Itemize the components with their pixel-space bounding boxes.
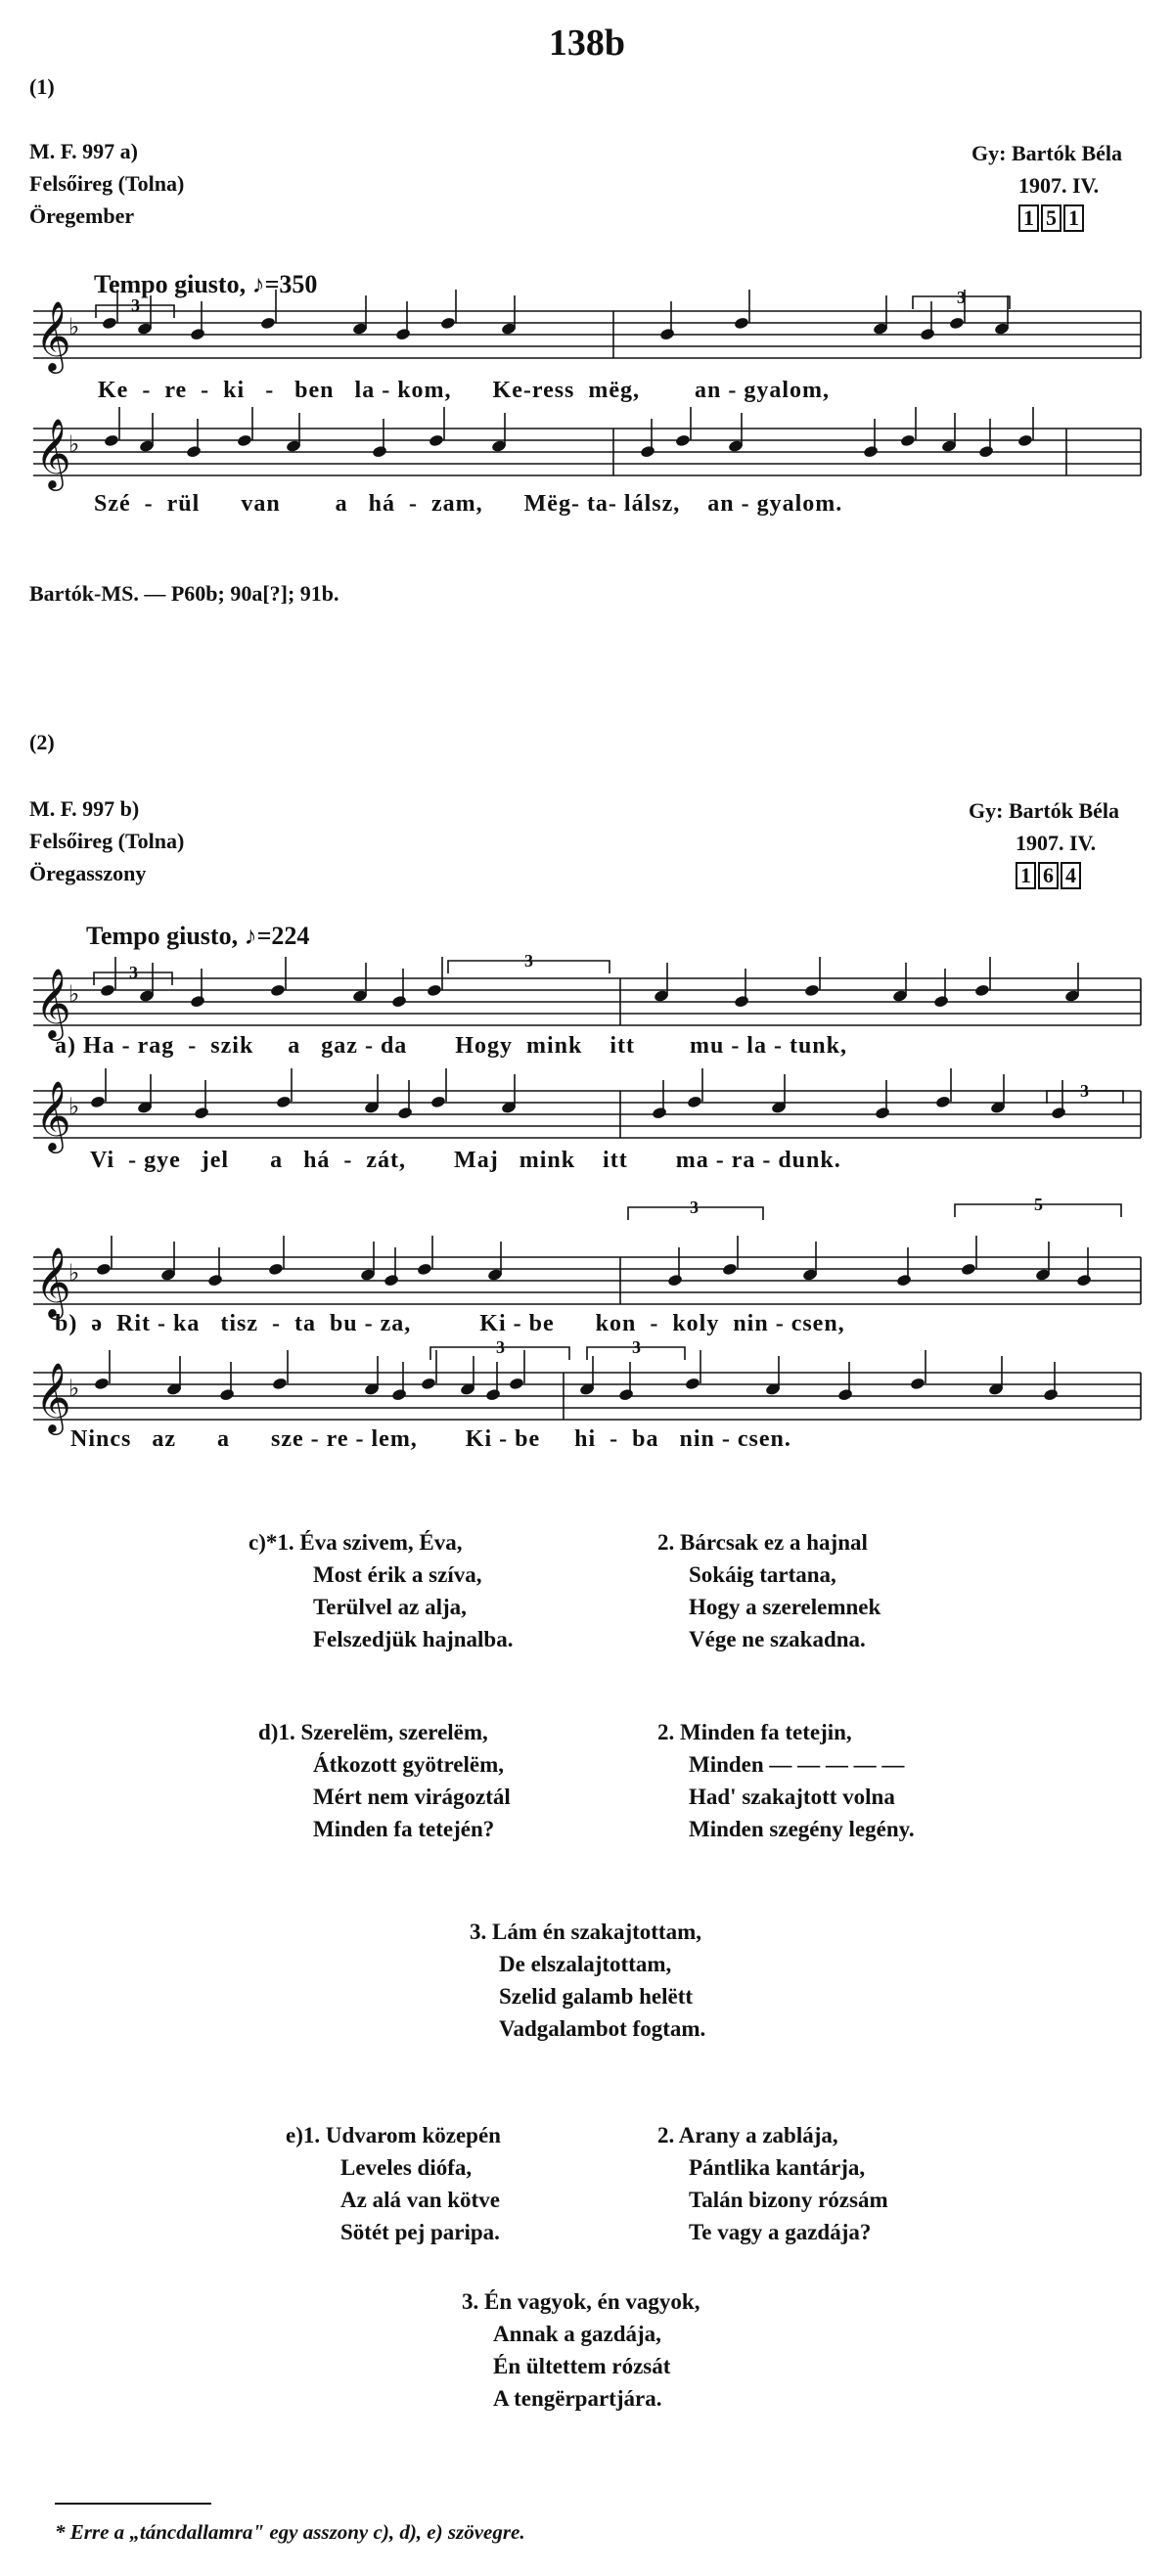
note-head xyxy=(687,1095,703,1108)
note-head xyxy=(190,995,206,1009)
note-head xyxy=(372,445,388,459)
footnote: * Erre a „táncdallamra" egy asszony c), d), e) szövegre. xyxy=(55,2520,525,2544)
catalog-box: 4 xyxy=(1061,862,1081,889)
verse-line: Talán bizony rózsám xyxy=(689,2188,888,2212)
svg-text:♭: ♭ xyxy=(68,1259,80,1287)
note-head xyxy=(961,1262,977,1276)
verse-line: d)1. Szerelëm, szerelëm, xyxy=(258,1720,488,1744)
svg-text:♭: ♭ xyxy=(68,313,80,340)
source-metadata xyxy=(29,792,184,889)
verse-line: De elszalajtottam, xyxy=(499,1952,672,1976)
verse-line: Átkozott gyötrelëm, xyxy=(313,1752,505,1777)
svg-text:♭: ♭ xyxy=(68,1093,80,1120)
note-head xyxy=(875,1107,891,1120)
verse-line: 2. Arany a zablája, xyxy=(657,2123,838,2147)
lyrics-line: b) ə Rit - ka tisz - ta bu - za, Ki - be kon - koly nin - csen, xyxy=(55,1311,845,1336)
verse-line: 3. Én vagyok, én vagyok, xyxy=(462,2289,700,2314)
verse-line: Mért nem virágoztál xyxy=(313,1785,511,1809)
svg-text:3: 3 xyxy=(957,288,966,307)
svg-text:♭: ♭ xyxy=(68,980,80,1008)
note-head xyxy=(685,1377,701,1390)
svg-text:𝄞: 𝄞 xyxy=(35,1245,71,1317)
note-head xyxy=(104,433,120,447)
note-head xyxy=(440,316,457,330)
verse-line: A tengërpartjára. xyxy=(493,2386,662,2411)
collector: Gy: Bartók Béla xyxy=(969,798,1119,823)
note-head xyxy=(974,983,991,997)
note-head xyxy=(978,445,995,459)
lyrics-line: a) Ha - rag - szik a gaz - da Hogy mink itt mu - la - tunk, xyxy=(55,1033,847,1059)
verse-line: c)*1. Éva szivem, Éva, xyxy=(248,1530,463,1555)
note-head xyxy=(1051,1107,1067,1120)
location: Felsőireg (Tolna) xyxy=(29,171,185,196)
verse-line: 2. Minden fa tetejin, xyxy=(657,1720,852,1744)
svg-text:♭: ♭ xyxy=(68,430,80,458)
note-head xyxy=(652,1107,668,1120)
verse-d3 xyxy=(470,1916,705,2045)
note-head xyxy=(722,1262,739,1276)
lyrics-line: Nincs az a sze - re - lem, Ki - be hi - ba nin - csen. xyxy=(70,1426,791,1452)
note-head xyxy=(640,445,656,459)
note-head xyxy=(430,1095,447,1108)
svg-text:3: 3 xyxy=(1080,1081,1089,1101)
svg-text:𝄞: 𝄞 xyxy=(35,417,71,488)
verse-e1 xyxy=(286,2119,501,2248)
note-head xyxy=(90,1095,107,1108)
note-head xyxy=(391,1388,408,1402)
note-head xyxy=(102,316,118,330)
svg-text:3: 3 xyxy=(131,295,140,315)
note-head xyxy=(485,1388,502,1402)
note-head xyxy=(391,995,408,1009)
note-head xyxy=(667,1274,684,1288)
note-head xyxy=(260,316,277,330)
page-title: 138b xyxy=(548,23,626,64)
tempo-marking: Tempo giusto, ♪=224 xyxy=(86,922,310,950)
verse-line: Minden szegény legény. xyxy=(689,1817,915,1841)
svg-text:𝄞: 𝄞 xyxy=(35,1361,71,1432)
collection-date: 1907. IV. xyxy=(1018,173,1100,198)
note-head xyxy=(659,328,676,341)
collector-info xyxy=(969,794,1119,891)
collector: Gy: Bartók Béla xyxy=(971,141,1122,165)
manuscript-source: Bartók-MS. — P60b; 90a[?]; 91b. xyxy=(29,581,339,606)
note-head xyxy=(896,1274,913,1288)
verse-line: Had' szakajtott volna xyxy=(689,1785,895,1809)
svg-text:5: 5 xyxy=(1034,1195,1043,1214)
singer: Öregember xyxy=(29,203,135,228)
verse-line: Szelid galamb helëtt xyxy=(499,1984,694,2009)
svg-text:𝄞: 𝄞 xyxy=(35,299,71,371)
note-head xyxy=(384,1274,400,1288)
location: Felsőireg (Tolna) xyxy=(29,829,185,853)
verse-line: Terülvel az alja, xyxy=(313,1595,467,1619)
note-head xyxy=(675,433,692,447)
verse-line: Minden fa tetején? xyxy=(313,1817,495,1841)
lyrics-line: Szé - rül van a há - zam, Mëg- ta- lálsz, an - gyalom. xyxy=(94,491,843,517)
catalog-box: 6 xyxy=(1038,862,1059,889)
note-head xyxy=(237,433,253,447)
note-head xyxy=(935,1095,952,1108)
lyrics-line: Vi - gye jel a há - zát, Maj mink itt ma - ra - dunk. xyxy=(90,1148,841,1173)
note-head xyxy=(395,328,412,341)
verse-e3 xyxy=(462,2285,700,2415)
note-head xyxy=(194,1107,210,1120)
note-head xyxy=(1017,433,1034,447)
collection-date: 1907. IV. xyxy=(1016,831,1097,855)
note-head xyxy=(94,1377,111,1390)
note-head xyxy=(207,1274,224,1288)
verse-line: Sötét pej paripa. xyxy=(340,2220,500,2244)
note-head xyxy=(96,1262,113,1276)
verse-line: e)1. Udvarom közepén xyxy=(286,2123,501,2147)
note-head xyxy=(804,983,821,997)
note-head xyxy=(734,995,750,1009)
catalog-box: 5 xyxy=(1041,204,1061,232)
svg-text:♭: ♭ xyxy=(68,1375,80,1402)
note-head xyxy=(933,995,950,1009)
verse-line: Pántlika kantárja, xyxy=(689,2155,866,2180)
note-head xyxy=(427,983,443,997)
note-head xyxy=(100,983,116,997)
svg-text:3: 3 xyxy=(496,1337,505,1357)
verse-line: Minden — — — — — xyxy=(689,1752,905,1777)
verse-line: Te vagy a gazdája? xyxy=(689,2220,872,2244)
verse-line: Felszedjük hajnalba. xyxy=(313,1627,514,1651)
svg-text:𝄞: 𝄞 xyxy=(35,967,71,1038)
note-head xyxy=(837,1388,854,1402)
archive-reference: M. F. 997 b) xyxy=(29,796,140,821)
verse-line: Sokáig tartana, xyxy=(689,1562,836,1587)
catalog-boxes xyxy=(969,859,1119,891)
archive-reference: M. F. 997 a) xyxy=(29,139,139,163)
note-head xyxy=(1043,1388,1060,1402)
note-head xyxy=(618,1388,635,1402)
note-head xyxy=(900,433,917,447)
section-number: (2) xyxy=(29,730,55,754)
note-head xyxy=(920,328,936,341)
verse-line: Vége ne szakadna. xyxy=(689,1627,866,1651)
note-head xyxy=(219,1388,236,1402)
verse-line: 3. Lám én szakajtottam, xyxy=(470,1920,701,1944)
note-head xyxy=(270,983,287,997)
catalog-box: 1 xyxy=(1018,204,1039,232)
note-head xyxy=(397,1107,414,1120)
verse-line: Leveles diófa, xyxy=(340,2155,473,2180)
verse-line: Most érik a szíva, xyxy=(313,1562,482,1587)
note-head xyxy=(863,445,880,459)
verse-line: Vadgalambot fogtam. xyxy=(499,2016,706,2041)
tempo-marking: Tempo giusto, ♪=350 xyxy=(94,270,318,298)
verse-e2 xyxy=(657,2119,888,2248)
catalog-box: 1 xyxy=(1016,862,1036,889)
catalog-box: 1 xyxy=(1063,204,1084,232)
verse-c1 xyxy=(248,1526,513,1655)
footnote-rule xyxy=(55,2503,211,2505)
verse-line: Én ültettem rózsát xyxy=(493,2354,671,2378)
svg-text:3: 3 xyxy=(632,1337,641,1357)
verse-d2 xyxy=(657,1716,915,1845)
note-head xyxy=(429,433,445,447)
verse-line: Az alá van kötve xyxy=(340,2188,500,2212)
note-head xyxy=(734,316,750,330)
note-head xyxy=(268,1262,285,1276)
svg-text:3: 3 xyxy=(129,963,138,982)
note-head xyxy=(272,1377,289,1390)
svg-text:3: 3 xyxy=(690,1198,699,1217)
svg-text:𝄞: 𝄞 xyxy=(35,1079,71,1151)
verse-line: 2. Bárcsak ez a hajnal xyxy=(657,1530,868,1555)
note-head xyxy=(417,1262,433,1276)
verse-c2 xyxy=(657,1526,880,1655)
note-head xyxy=(910,1377,926,1390)
lyrics-line: Ke - re - ki - ben la - kom, Ke-ress mëg, an - gyalom, xyxy=(98,378,831,403)
note-head xyxy=(949,316,966,330)
verse-line: Hogy a szerelemnek xyxy=(689,1595,881,1619)
svg-text:3: 3 xyxy=(524,951,533,971)
singer: Öregasszony xyxy=(29,861,147,885)
verse-line: Annak a gazdája, xyxy=(493,2322,661,2346)
note-head xyxy=(190,328,206,341)
note-head xyxy=(1076,1274,1093,1288)
note-head xyxy=(276,1095,293,1108)
section-number: (1) xyxy=(29,74,55,99)
note-head xyxy=(509,1377,525,1390)
note-head xyxy=(421,1377,437,1390)
note-head xyxy=(186,445,203,459)
verse-d1 xyxy=(258,1716,511,1845)
